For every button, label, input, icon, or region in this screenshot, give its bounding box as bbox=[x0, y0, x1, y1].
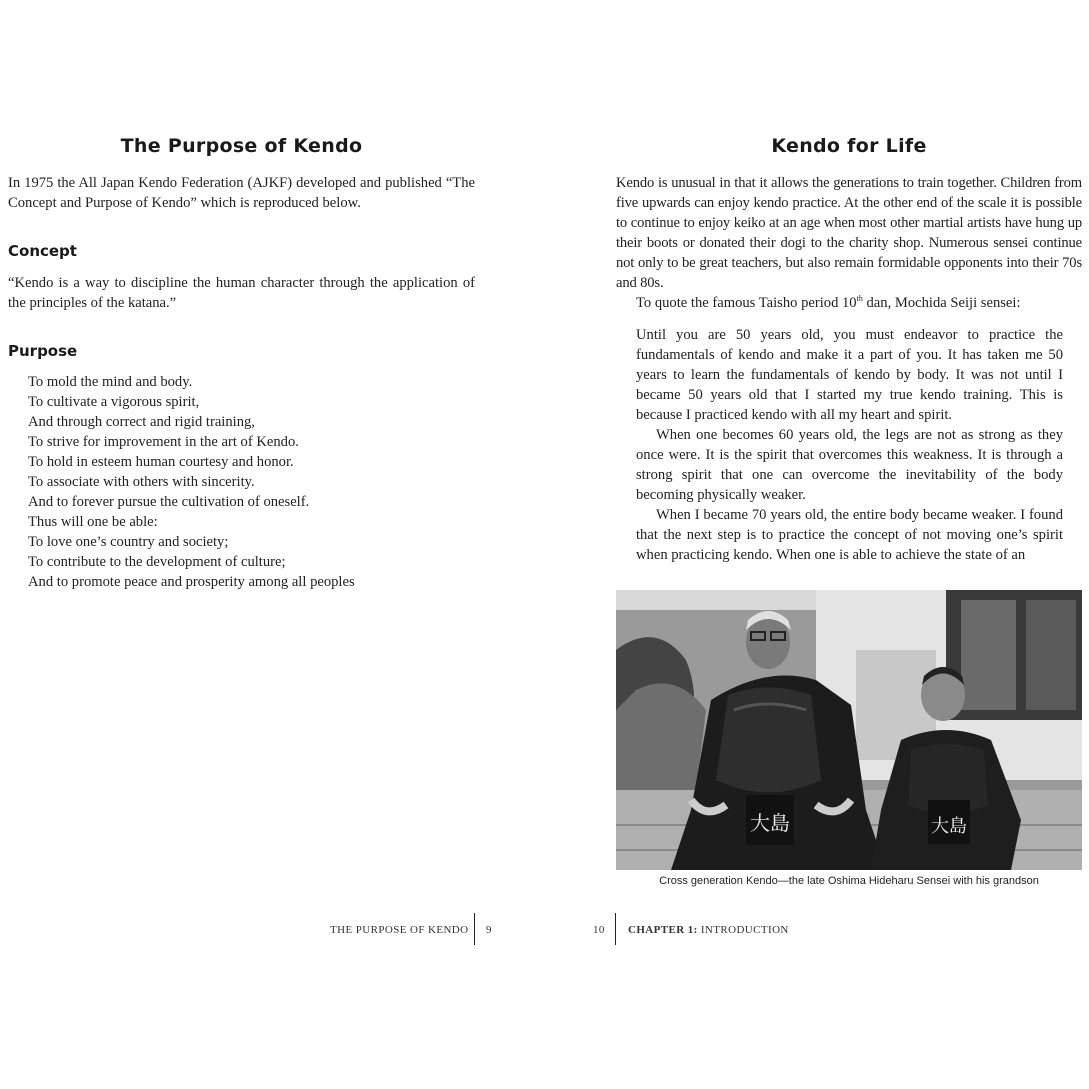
page-title: Kendo for Life bbox=[771, 135, 927, 157]
photo-illustration bbox=[616, 590, 1082, 870]
quote-intro-text: To quote the famous Taisho period 10 bbox=[636, 295, 857, 311]
photo-caption: Cross generation Kendo—the late Oshima Hideharu Sensei with his grandson bbox=[659, 875, 1039, 887]
kendo-photo bbox=[616, 590, 1082, 870]
left-footer-rule bbox=[474, 913, 475, 945]
svg-text:大島: 大島 bbox=[931, 816, 967, 837]
right-footer-rule bbox=[615, 913, 616, 945]
footer-chapter: CHAPTER 1: bbox=[628, 924, 698, 936]
intro-paragraph: In 1975 the All Japan Kendo Federation (AJKF) developed and published “The Concept and Purpose of Kendo” which is reproduced below. bbox=[8, 175, 475, 211]
purpose-line: To mold the mind and body. bbox=[28, 374, 193, 390]
footer-chapter-title: INTRODUCTION bbox=[697, 924, 789, 936]
concept-heading: Concept bbox=[8, 242, 77, 260]
quote-paragraph: Until you are 50 years old, you must endeavor to practice the fundamentals of kendo and make it a part of you. It has taken me 50 years to learn the fundamentals of kendo by body. It was not until I became 50 years old that I started my true kendo training. This is because I practiced kendo with all my heart and spirit. bbox=[636, 327, 1063, 423]
right-footer-label bbox=[628, 924, 789, 936]
purpose-line: To hold in esteem human courtesy and honor. bbox=[28, 454, 294, 470]
quote-intro bbox=[616, 293, 1082, 313]
purpose-line: And to promote peace and prosperity among all peoples bbox=[28, 574, 355, 590]
purpose-line: Thus will one be able: bbox=[28, 514, 158, 530]
purpose-line: To love one’s country and society; bbox=[28, 534, 229, 550]
ordinal-superscript: th bbox=[856, 294, 863, 304]
purpose-list bbox=[28, 372, 478, 592]
purpose-line: And to forever pursue the cultivation of oneself. bbox=[28, 494, 310, 510]
purpose-line: To contribute to the development of culture; bbox=[28, 554, 286, 570]
purpose-line: And through correct and rigid training, bbox=[28, 414, 255, 430]
quote-paragraph: When I became 70 years old, the entire body became weaker. I found that the next step is to practice the concept of not moving one’s spirit when practicing kendo. When one is able to achieve the state of an bbox=[636, 507, 1063, 563]
purpose-line: To cultivate a vigorous spirit, bbox=[28, 394, 200, 410]
page-title: The Purpose of Kendo bbox=[120, 135, 363, 157]
purpose-line: To associate with others with sincerity. bbox=[28, 474, 255, 490]
quote-paragraph: When one becomes 60 years old, the legs are not as strong as they once were. It is the spirit that overcomes this weakness. It is through a strong spirit that one can overcome the inevitability of the body becoming physically weaker. bbox=[636, 427, 1063, 503]
block-quote bbox=[636, 325, 1063, 565]
left-footer-label: THE PURPOSE OF KENDO bbox=[330, 924, 469, 936]
quote-intro-text-end: dan, Mochida Seiji sensei: bbox=[862, 295, 1021, 311]
purpose-line: To strive for improvement in the art of Kendo. bbox=[28, 434, 299, 450]
body-paragraph: Kendo is unusual in that it allows the generations to train together. Children from five upwards can enjoy kendo practice. At the other end of the scale it is possible to continue to enjoy keiko at an age when most other martial artists have hung up their boots or donated their dogi to the charity shop. Numerous sensei continue not only to be great teachers, but also remain formidable opponents into their 70s and 80s. bbox=[616, 175, 1082, 291]
left-page-number: 9 bbox=[486, 924, 492, 936]
purpose-heading: Purpose bbox=[8, 342, 78, 360]
concept-paragraph: “Kendo is a way to discipline the human character through the application of the principles of the katana.” bbox=[8, 275, 475, 311]
svg-text:大島: 大島 bbox=[750, 811, 790, 835]
right-page-number: 10 bbox=[593, 924, 605, 936]
